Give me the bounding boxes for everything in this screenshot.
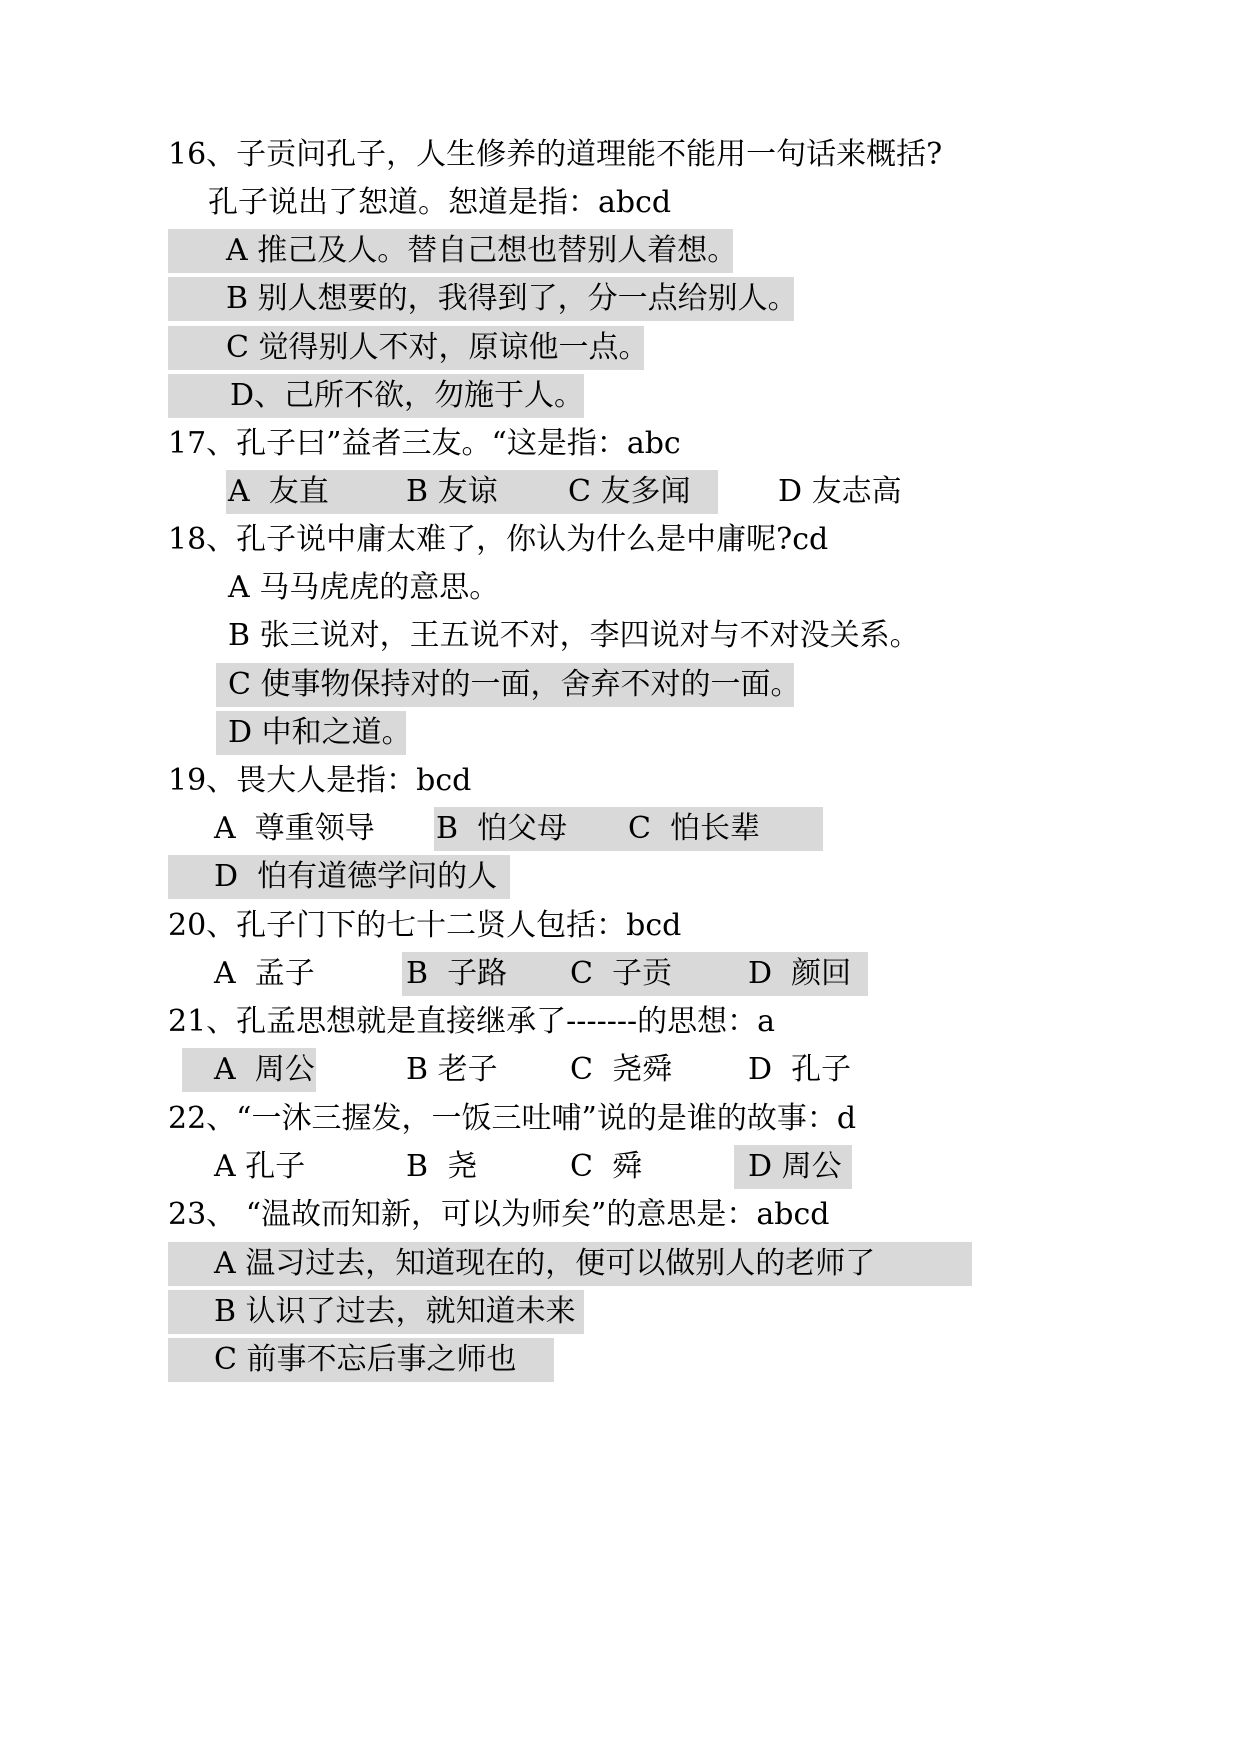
question-17-option-a: A 友直: [228, 474, 329, 509]
question-20-option-c: C 子贡: [570, 956, 673, 991]
question-19-stem: 19、畏大人是指：bcd: [168, 763, 472, 798]
question-16-option-c: C 觉得别人不对，原谅他一点。: [168, 326, 644, 370]
question-18-option-d: D 中和之道。: [216, 711, 406, 755]
question-16-option-b: B 别人想要的，我得到了，分一点给别人。: [168, 277, 794, 321]
question-22-option-a: A 孔子: [214, 1149, 306, 1184]
question-22-option-d: D 周公: [748, 1149, 842, 1184]
question-18-option-a: A 马马虎虎的意思。: [228, 570, 500, 605]
question-20-option-d: D 颜回: [748, 956, 852, 991]
question-21-option-d: D 孔子: [748, 1052, 852, 1087]
question-19-option-a: A 尊重领导: [214, 811, 375, 846]
question-17-stem: 17、孔子曰”益者三友。“这是指：abc: [168, 426, 681, 461]
question-19-option-c: C 怕长辈: [628, 811, 761, 846]
question-22-option-c: C 舜: [570, 1149, 643, 1184]
question-17-option-b: B 友谅: [406, 474, 498, 509]
question-16-stem: 16、子贡问孔子，人生修养的道理能不能用一句话来概括?: [168, 137, 943, 172]
question-18-option-b: B 张三说对，王五说不对，李四说对与不对没关系。: [228, 618, 920, 653]
question-21-stem: 21、孔孟思想就是直接继承了-------的思想：a: [168, 1004, 776, 1039]
question-23-option-c: C 前事不忘后事之师也: [168, 1338, 554, 1382]
question-16-option-a: A 推己及人。替自己想也替别人着想。: [168, 229, 733, 273]
question-23-option-b: B 认识了过去，就知道未来: [168, 1290, 584, 1334]
question-21-option-b: B 老子: [406, 1052, 498, 1087]
question-16-option-d: D、己所不欲，勿施于人。: [168, 374, 584, 418]
question-20-option-b: B 子路: [406, 956, 508, 991]
question-18-option-c: C 使事物保持对的一面，舍弃不对的一面。: [216, 663, 794, 707]
question-19-option-d: D 怕有道德学问的人: [168, 855, 510, 899]
question-23-stem: 23、 “温故而知新，可以为师矣”的意思是：abcd: [168, 1197, 830, 1232]
question-17-option-c: C 友多闻: [568, 474, 691, 509]
question-20-stem: 20、孔子门下的七十二贤人包括：bcd: [168, 908, 682, 943]
question-23-option-a: A 温习过去，知道现在的，便可以做别人的老师了: [168, 1242, 972, 1286]
question-20-option-a: A 孟子: [214, 956, 315, 991]
question-21-option-a: A 周公: [214, 1052, 315, 1087]
question-21-option-c: C 尧舜: [570, 1052, 673, 1087]
question-22-stem: 22、“一沐三握发，一饭三吐哺”说的是谁的故事：d: [168, 1101, 857, 1136]
question-18-stem: 18、孔子说中庸太难了，你认为什么是中庸呢?cd: [168, 522, 829, 557]
question-16-stem-cont: 孔子说出了恕道。恕道是指：abcd: [208, 185, 672, 220]
question-19-option-b: B 怕父母: [436, 811, 568, 846]
question-17-option-d: D 友志高: [778, 474, 902, 509]
question-22-option-b: B 尧: [406, 1149, 478, 1184]
